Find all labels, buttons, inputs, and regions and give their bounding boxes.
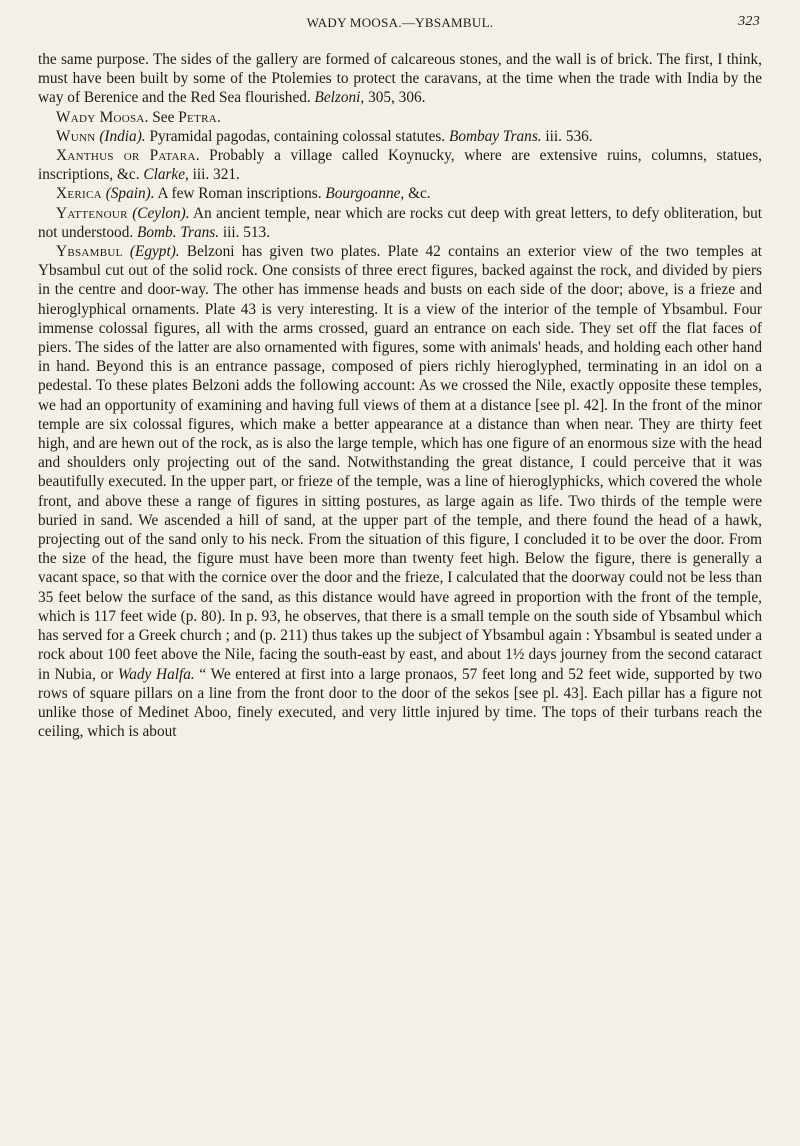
entry-headword: Ybsambul: [56, 243, 123, 261]
entry-text: A few Roman inscriptions.: [154, 185, 326, 203]
entry-headword: Wunn: [56, 127, 96, 145]
entry-paragraph: [38, 184, 762, 203]
italic-text: Clarke: [143, 166, 186, 184]
entry-paragraph: [38, 127, 762, 146]
italic-text: Wady Halfa.: [117, 665, 195, 683]
running-head: WADY MOOSA.—YBSAMBUL.: [306, 15, 494, 30]
entry-text: “ We entered at first into a large pronaos, 57 feet long and 52 feet wide, supported by two rows of square pillars on a line from the front door to the door of the sekos [see pl. 43]. Each pillar has a figure not unlike those of Medinet Aboo, finely executed, and very little injured by time. The tops of their turbans reach the ceiling, which is about: [38, 665, 763, 741]
entry-paragraph: [38, 204, 762, 242]
italic-text: Bomb. Trans.: [137, 223, 220, 241]
entry-headword: Xerica: [56, 185, 102, 203]
page-number: 323: [738, 14, 760, 29]
italic-text: (Egypt).: [129, 243, 180, 261]
entry-headword: Wady Moosa: [56, 108, 145, 126]
entry-paragraph: [38, 108, 762, 127]
body-text: [38, 50, 762, 741]
italic-text: Bourgoanne: [325, 185, 401, 203]
entry-text: , 305, 306.: [360, 89, 426, 107]
entry-headword: Xanthus or Patara: [56, 147, 196, 165]
italic-text: (Spain).: [105, 185, 155, 203]
entry-text: the same purpose. The sides of the gallery are formed of calcareous stones, and the wall is of brick. The first, I think, must have been built by some of the Ptolemies to protect the caravans, at the time when the trade with India by the way of Berenice and the Red Sea flourished.: [38, 51, 762, 107]
entry-text: iii. 513.: [219, 223, 271, 241]
italic-text: Bombay Trans.: [448, 127, 542, 145]
italic-text: (Ceylon).: [132, 204, 190, 222]
page-header: [0, 12, 800, 36]
entry-text: Belzoni has given two plates. Plate 42 contains an exterior view of the two temples at Ybsambul cut out of the solid rock. One consists of three erect figures, backed against the rock, and divided by piers in the centre and door-way. The other has immense heads and busts on each side of the door; above, is a frieze and hieroglyphical ornaments. Plate 43 is very interesting. It is a view of the interior of the temple of Ybsambul. Four immense colossal figures, all with the arms crossed, guard an entrance on each side. They set off the flat faces of piers. The sides of the latter are also ornamented with figures, some with animals' heads, and holding each other hand in hand. Beyond this is an entrance passage, composed of piers richly hieroglyphed, terminating in an idol on a pedestal. To these plates Belzoni adds the following account: As we crossed the Nile, exactly opposite these temples, we had an opportunity of examining and having full views of them at a distance [see pl. 42]. In the front of the minor temple are six colossal figures, which make a better appearance at a distance than when near. They are thirty feet high, and are hewn out of the rock, as is also the large temple, which has one figure of an enormous size with the head and shoulders only projecting out of the sand. Notwithstanding the great distance, I could perceive that it was beautifully executed. In the upper part, or frieze of the temple, was a line of hieroglyphicks, which covered the whole front, and above these a range of figures in sitting postures, as large again as life. Two thirds of the temple were buried in sand. We ascended a hill of sand, at the upper part of the temple, and there found the head of a hawk, projecting out of the sand only to his neck. From the situation of this figure, I concluded it to be over the door. From the size of the head, the figure must have been more than twenty feet high. Below the figure, there is generally a vacant space, so that with the cornice over the door and the frieze, I calculated that the doorway could not be less than 35 feet below the surface of the sand, as this distance would have agreed in proportion with the front of the temple, which is 117 feet wide (p. 80). In p. 93, he observes, that there is a small temple on the south side of Ybsambul which has served for a Greek church ; and (p. 211) thus takes up the subject of Ybsambul again : Ybsambul is seated under a rock about 100 feet above the Nile, facing the south-east by east, and about 1½ days journey from the second cataract in Nubia, or: [38, 243, 762, 683]
entry-text: , iii. 321.: [185, 166, 240, 184]
entry-text: iii. 536.: [541, 127, 593, 145]
entry-text: . Probably a village called Koynucky, where are extensive ruins, columns, statues, inscriptions, &c.: [38, 147, 762, 184]
entry-text: .: [216, 108, 221, 126]
entry-text: An ancient temple, near which are rocks cut deep with great letters, to defy obliteration, but not understood.: [38, 204, 762, 241]
italic-text: Belzoni: [314, 89, 361, 107]
entry-headword: Yattenour: [56, 204, 128, 222]
entry-paragraph: [38, 146, 762, 184]
entry-text: . See: [144, 108, 179, 126]
entry-paragraph: [38, 242, 762, 741]
entry-text: Pyramidal pagodas, containing colossal statutes.: [145, 127, 449, 145]
italic-text: (India).: [99, 127, 146, 145]
cross-reference: Petra: [178, 108, 217, 126]
entry-text: [123, 243, 130, 260]
continued-paragraph: [38, 50, 762, 108]
entry-text: , &c.: [400, 185, 431, 203]
